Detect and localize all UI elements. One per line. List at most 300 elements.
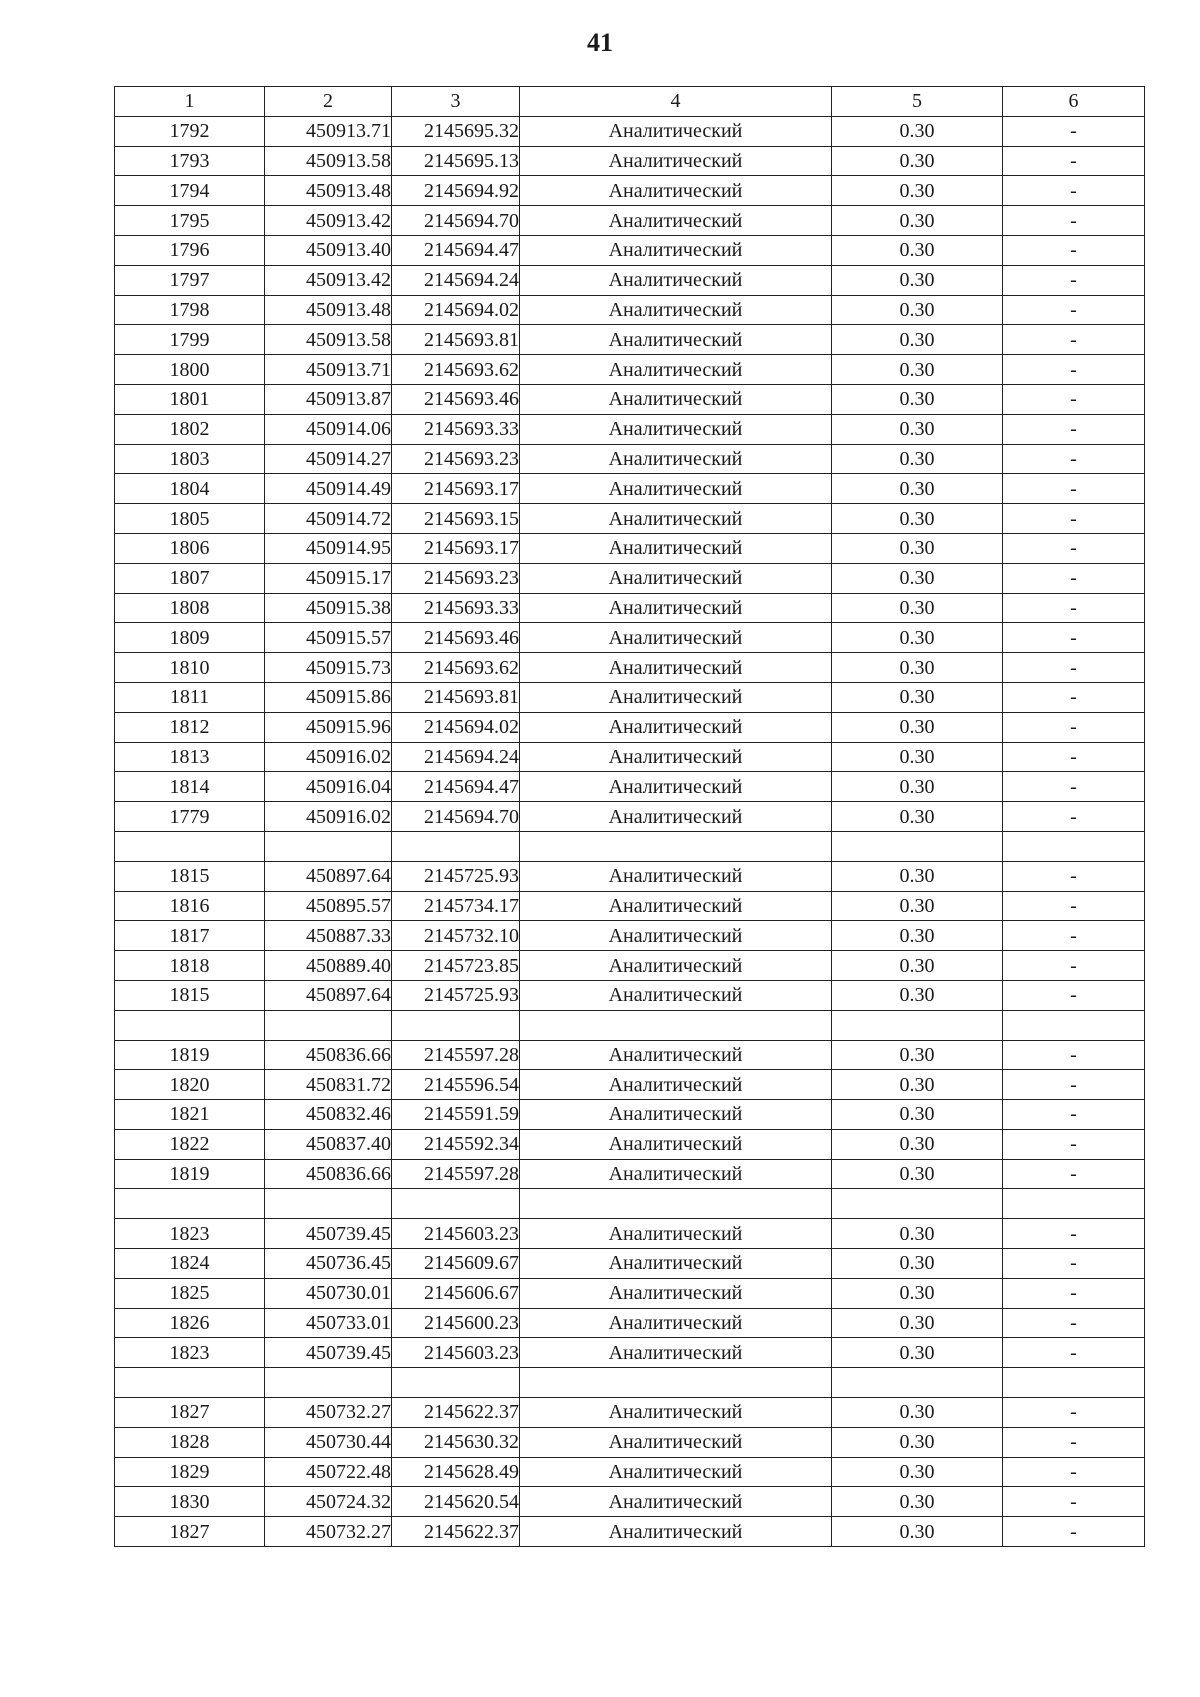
- x-coordinate-cell: 450889.40: [265, 951, 392, 981]
- note-cell: -: [1003, 623, 1145, 653]
- note-cell: -: [1003, 891, 1145, 921]
- x-coordinate-cell: 450897.64: [265, 861, 392, 891]
- page-number: 41: [587, 28, 613, 57]
- method-cell: Аналитический: [520, 1040, 832, 1070]
- table-row: [115, 176, 1145, 206]
- method-cell: Аналитический: [520, 504, 832, 534]
- x-coordinate-cell: 450913.87: [265, 384, 392, 414]
- x-coordinate-cell: 450914.27: [265, 444, 392, 474]
- y-coordinate-cell: 2145695.13: [392, 146, 520, 176]
- accuracy-cell: 0.30: [832, 295, 1003, 325]
- x-coordinate-cell: [265, 1368, 392, 1398]
- table-row: [115, 682, 1145, 712]
- table-spacer-row: [115, 831, 1145, 861]
- table-row: [115, 1308, 1145, 1338]
- accuracy-cell: 0.30: [832, 1338, 1003, 1368]
- note-cell: -: [1003, 504, 1145, 534]
- y-coordinate-cell: 2145693.62: [392, 355, 520, 385]
- table-row: [115, 1100, 1145, 1130]
- point-number-cell: 1815: [115, 980, 265, 1010]
- method-cell: [520, 831, 832, 861]
- note-cell: -: [1003, 206, 1145, 236]
- method-cell: Аналитический: [520, 1070, 832, 1100]
- x-coordinate-cell: 450887.33: [265, 921, 392, 951]
- accuracy-cell: 0.30: [832, 474, 1003, 504]
- point-number-cell: 1827: [115, 1398, 265, 1428]
- table-row: [115, 1517, 1145, 1547]
- y-coordinate-cell: 2145693.23: [392, 563, 520, 593]
- note-cell: -: [1003, 444, 1145, 474]
- accuracy-cell: [832, 1010, 1003, 1040]
- method-cell: Аналитический: [520, 653, 832, 683]
- point-number-cell: 1811: [115, 682, 265, 712]
- point-number-cell: 1797: [115, 265, 265, 295]
- y-coordinate-cell: 2145693.33: [392, 593, 520, 623]
- accuracy-cell: 0.30: [832, 206, 1003, 236]
- point-number-cell: [115, 1189, 265, 1219]
- note-cell: -: [1003, 533, 1145, 563]
- point-number-cell: 1809: [115, 623, 265, 653]
- method-cell: Аналитический: [520, 1278, 832, 1308]
- x-coordinate-cell: 450915.73: [265, 653, 392, 683]
- note-cell: -: [1003, 1398, 1145, 1428]
- point-number-cell: 1793: [115, 146, 265, 176]
- x-coordinate-cell: 450895.57: [265, 891, 392, 921]
- note-cell: -: [1003, 1517, 1145, 1547]
- point-number-cell: 1801: [115, 384, 265, 414]
- point-number-cell: 1792: [115, 116, 265, 146]
- x-coordinate-cell: 450730.01: [265, 1278, 392, 1308]
- table-row: [115, 414, 1145, 444]
- y-coordinate-cell: 2145622.37: [392, 1398, 520, 1428]
- table-row: [115, 325, 1145, 355]
- x-coordinate-cell: 450913.58: [265, 325, 392, 355]
- table-row: [115, 772, 1145, 802]
- accuracy-cell: 0.30: [832, 861, 1003, 891]
- method-cell: Аналитический: [520, 265, 832, 295]
- table-row: [115, 921, 1145, 951]
- point-number-cell: [115, 1368, 265, 1398]
- method-cell: Аналитический: [520, 146, 832, 176]
- point-number-cell: 1804: [115, 474, 265, 504]
- y-coordinate-cell: 2145693.33: [392, 414, 520, 444]
- note-cell: -: [1003, 802, 1145, 832]
- y-coordinate-cell: 2145694.24: [392, 265, 520, 295]
- y-coordinate-cell: [392, 831, 520, 861]
- note-cell: -: [1003, 1219, 1145, 1249]
- note-cell: -: [1003, 1308, 1145, 1338]
- x-coordinate-cell: 450722.48: [265, 1457, 392, 1487]
- table-row: [115, 712, 1145, 742]
- table-row: [115, 951, 1145, 981]
- x-coordinate-cell: 450736.45: [265, 1249, 392, 1279]
- method-cell: Аналитический: [520, 623, 832, 653]
- x-coordinate-cell: 450915.38: [265, 593, 392, 623]
- point-number-cell: 1798: [115, 295, 265, 325]
- table-row: [115, 355, 1145, 385]
- accuracy-cell: 0.30: [832, 504, 1003, 534]
- note-cell: [1003, 831, 1145, 861]
- note-cell: -: [1003, 355, 1145, 385]
- y-coordinate-cell: 2145695.32: [392, 116, 520, 146]
- y-coordinate-cell: 2145725.93: [392, 980, 520, 1010]
- method-cell: Аналитический: [520, 593, 832, 623]
- point-number-cell: 1817: [115, 921, 265, 951]
- x-coordinate-cell: [265, 831, 392, 861]
- table-row: [115, 861, 1145, 891]
- table-row: [115, 1487, 1145, 1517]
- y-coordinate-cell: 2145693.46: [392, 623, 520, 653]
- x-coordinate-cell: 450914.72: [265, 504, 392, 534]
- method-cell: Аналитический: [520, 325, 832, 355]
- x-coordinate-cell: 450733.01: [265, 1308, 392, 1338]
- accuracy-cell: 0.30: [832, 1070, 1003, 1100]
- point-number-cell: 1814: [115, 772, 265, 802]
- y-coordinate-cell: 2145591.59: [392, 1100, 520, 1130]
- method-cell: Аналитический: [520, 1129, 832, 1159]
- accuracy-cell: [832, 831, 1003, 861]
- column-header-6: 6: [1003, 87, 1145, 117]
- method-cell: Аналитический: [520, 1159, 832, 1189]
- y-coordinate-cell: [392, 1368, 520, 1398]
- accuracy-cell: 0.30: [832, 1308, 1003, 1338]
- point-number-cell: 1822: [115, 1129, 265, 1159]
- accuracy-cell: 0.30: [832, 772, 1003, 802]
- x-coordinate-cell: 450915.57: [265, 623, 392, 653]
- method-cell: Аналитический: [520, 1219, 832, 1249]
- point-number-cell: 1799: [115, 325, 265, 355]
- note-cell: -: [1003, 265, 1145, 295]
- note-cell: -: [1003, 176, 1145, 206]
- y-coordinate-cell: 2145597.28: [392, 1040, 520, 1070]
- accuracy-cell: 0.30: [832, 802, 1003, 832]
- accuracy-cell: 0.30: [832, 1427, 1003, 1457]
- accuracy-cell: 0.30: [832, 265, 1003, 295]
- y-coordinate-cell: 2145732.10: [392, 921, 520, 951]
- x-coordinate-cell: 450915.86: [265, 682, 392, 712]
- method-cell: Аналитический: [520, 384, 832, 414]
- table-row: [115, 1427, 1145, 1457]
- method-cell: Аналитический: [520, 1398, 832, 1428]
- note-cell: -: [1003, 384, 1145, 414]
- method-cell: Аналитический: [520, 861, 832, 891]
- x-coordinate-cell: 450837.40: [265, 1129, 392, 1159]
- method-cell: Аналитический: [520, 1517, 832, 1547]
- method-cell: Аналитический: [520, 980, 832, 1010]
- method-cell: Аналитический: [520, 1487, 832, 1517]
- x-coordinate-cell: 450913.48: [265, 176, 392, 206]
- accuracy-cell: 0.30: [832, 444, 1003, 474]
- table-row: [115, 653, 1145, 683]
- point-number-cell: 1823: [115, 1219, 265, 1249]
- note-cell: -: [1003, 563, 1145, 593]
- x-coordinate-cell: 450913.42: [265, 265, 392, 295]
- y-coordinate-cell: 2145694.47: [392, 235, 520, 265]
- x-coordinate-cell: 450739.45: [265, 1338, 392, 1368]
- column-header-1: 1: [115, 87, 265, 117]
- accuracy-cell: 0.30: [832, 980, 1003, 1010]
- method-cell: Аналитический: [520, 206, 832, 236]
- method-cell: Аналитический: [520, 1308, 832, 1338]
- point-number-cell: 1795: [115, 206, 265, 236]
- point-number-cell: 1812: [115, 712, 265, 742]
- y-coordinate-cell: 2145597.28: [392, 1159, 520, 1189]
- point-number-cell: 1800: [115, 355, 265, 385]
- note-cell: [1003, 1368, 1145, 1398]
- x-coordinate-cell: 450916.04: [265, 772, 392, 802]
- note-cell: -: [1003, 1249, 1145, 1279]
- table-header-row: [115, 87, 1145, 117]
- accuracy-cell: 0.30: [832, 921, 1003, 951]
- note-cell: -: [1003, 861, 1145, 891]
- accuracy-cell: 0.30: [832, 355, 1003, 385]
- table-row: [115, 980, 1145, 1010]
- table-row: [115, 742, 1145, 772]
- note-cell: -: [1003, 951, 1145, 981]
- method-cell: Аналитический: [520, 444, 832, 474]
- x-coordinate-cell: 450732.27: [265, 1517, 392, 1547]
- note-cell: -: [1003, 474, 1145, 504]
- y-coordinate-cell: [392, 1010, 520, 1040]
- x-coordinate-cell: 450836.66: [265, 1040, 392, 1070]
- point-number-cell: 1813: [115, 742, 265, 772]
- x-coordinate-cell: 450914.49: [265, 474, 392, 504]
- column-header-2: 2: [265, 87, 392, 117]
- table-row: [115, 623, 1145, 653]
- method-cell: Аналитический: [520, 1100, 832, 1130]
- method-cell: Аналитический: [520, 116, 832, 146]
- y-coordinate-cell: 2145693.81: [392, 325, 520, 355]
- note-cell: -: [1003, 1040, 1145, 1070]
- y-coordinate-cell: 2145596.54: [392, 1070, 520, 1100]
- accuracy-cell: 0.30: [832, 593, 1003, 623]
- accuracy-cell: 0.30: [832, 384, 1003, 414]
- coordinates-table: [114, 86, 1145, 1547]
- method-cell: Аналитический: [520, 891, 832, 921]
- accuracy-cell: 0.30: [832, 1278, 1003, 1308]
- note-cell: -: [1003, 1159, 1145, 1189]
- point-number-cell: 1819: [115, 1159, 265, 1189]
- accuracy-cell: 0.30: [832, 1219, 1003, 1249]
- method-cell: [520, 1189, 832, 1219]
- point-number-cell: 1794: [115, 176, 265, 206]
- accuracy-cell: 0.30: [832, 653, 1003, 683]
- method-cell: Аналитический: [520, 295, 832, 325]
- x-coordinate-cell: [265, 1189, 392, 1219]
- accuracy-cell: 0.30: [832, 1517, 1003, 1547]
- table-row: [115, 295, 1145, 325]
- table-row: [115, 116, 1145, 146]
- note-cell: -: [1003, 1278, 1145, 1308]
- table-row: [115, 802, 1145, 832]
- note-cell: -: [1003, 116, 1145, 146]
- x-coordinate-cell: 450915.17: [265, 563, 392, 593]
- accuracy-cell: 0.30: [832, 176, 1003, 206]
- method-cell: Аналитический: [520, 712, 832, 742]
- method-cell: Аналитический: [520, 533, 832, 563]
- table-row: [115, 563, 1145, 593]
- note-cell: -: [1003, 146, 1145, 176]
- x-coordinate-cell: 450914.95: [265, 533, 392, 563]
- point-number-cell: 1825: [115, 1278, 265, 1308]
- y-coordinate-cell: 2145693.81: [392, 682, 520, 712]
- point-number-cell: 1819: [115, 1040, 265, 1070]
- accuracy-cell: 0.30: [832, 414, 1003, 444]
- point-number-cell: 1806: [115, 533, 265, 563]
- y-coordinate-cell: 2145693.17: [392, 533, 520, 563]
- table-row: [115, 384, 1145, 414]
- method-cell: Аналитический: [520, 1249, 832, 1279]
- x-coordinate-cell: 450913.48: [265, 295, 392, 325]
- note-cell: -: [1003, 1457, 1145, 1487]
- y-coordinate-cell: 2145694.02: [392, 712, 520, 742]
- accuracy-cell: [832, 1368, 1003, 1398]
- table-row: [115, 444, 1145, 474]
- accuracy-cell: 0.30: [832, 1398, 1003, 1428]
- y-coordinate-cell: 2145620.54: [392, 1487, 520, 1517]
- point-number-cell: 1779: [115, 802, 265, 832]
- accuracy-cell: 0.30: [832, 325, 1003, 355]
- note-cell: -: [1003, 921, 1145, 951]
- point-number-cell: 1805: [115, 504, 265, 534]
- point-number-cell: 1826: [115, 1308, 265, 1338]
- accuracy-cell: 0.30: [832, 1487, 1003, 1517]
- x-coordinate-cell: [265, 1010, 392, 1040]
- x-coordinate-cell: 450831.72: [265, 1070, 392, 1100]
- table-row: [115, 1278, 1145, 1308]
- x-coordinate-cell: 450913.58: [265, 146, 392, 176]
- method-cell: Аналитический: [520, 1338, 832, 1368]
- y-coordinate-cell: 2145592.34: [392, 1129, 520, 1159]
- x-coordinate-cell: 450913.71: [265, 355, 392, 385]
- accuracy-cell: 0.30: [832, 742, 1003, 772]
- column-header-4: 4: [520, 87, 832, 117]
- accuracy-cell: 0.30: [832, 951, 1003, 981]
- method-cell: Аналитический: [520, 921, 832, 951]
- point-number-cell: 1829: [115, 1457, 265, 1487]
- table-row: [115, 593, 1145, 623]
- x-coordinate-cell: 450897.64: [265, 980, 392, 1010]
- accuracy-cell: 0.30: [832, 563, 1003, 593]
- accuracy-cell: 0.30: [832, 712, 1003, 742]
- accuracy-cell: 0.30: [832, 1249, 1003, 1279]
- note-cell: -: [1003, 772, 1145, 802]
- note-cell: [1003, 1010, 1145, 1040]
- y-coordinate-cell: 2145628.49: [392, 1457, 520, 1487]
- point-number-cell: 1807: [115, 563, 265, 593]
- y-coordinate-cell: 2145694.70: [392, 802, 520, 832]
- y-coordinate-cell: 2145693.17: [392, 474, 520, 504]
- y-coordinate-cell: 2145694.92: [392, 176, 520, 206]
- y-coordinate-cell: 2145694.70: [392, 206, 520, 236]
- point-number-cell: 1802: [115, 414, 265, 444]
- accuracy-cell: 0.30: [832, 1100, 1003, 1130]
- accuracy-cell: [832, 1189, 1003, 1219]
- table-spacer-row: [115, 1010, 1145, 1040]
- table-row: [115, 1040, 1145, 1070]
- method-cell: Аналитический: [520, 355, 832, 385]
- y-coordinate-cell: 2145725.93: [392, 861, 520, 891]
- method-cell: Аналитический: [520, 414, 832, 444]
- method-cell: Аналитический: [520, 951, 832, 981]
- note-cell: -: [1003, 295, 1145, 325]
- x-coordinate-cell: 450724.32: [265, 1487, 392, 1517]
- accuracy-cell: 0.30: [832, 235, 1003, 265]
- method-cell: Аналитический: [520, 1427, 832, 1457]
- method-cell: Аналитический: [520, 474, 832, 504]
- y-coordinate-cell: 2145694.24: [392, 742, 520, 772]
- table-spacer-row: [115, 1368, 1145, 1398]
- point-number-cell: 1821: [115, 1100, 265, 1130]
- note-cell: -: [1003, 325, 1145, 355]
- point-number-cell: 1820: [115, 1070, 265, 1100]
- x-coordinate-cell: 450915.96: [265, 712, 392, 742]
- method-cell: Аналитический: [520, 742, 832, 772]
- accuracy-cell: 0.30: [832, 1129, 1003, 1159]
- y-coordinate-cell: 2145606.67: [392, 1278, 520, 1308]
- note-cell: -: [1003, 980, 1145, 1010]
- note-cell: -: [1003, 235, 1145, 265]
- y-coordinate-cell: 2145694.02: [392, 295, 520, 325]
- y-coordinate-cell: [392, 1189, 520, 1219]
- x-coordinate-cell: 450836.66: [265, 1159, 392, 1189]
- x-coordinate-cell: 450913.42: [265, 206, 392, 236]
- y-coordinate-cell: 2145693.46: [392, 384, 520, 414]
- note-cell: -: [1003, 712, 1145, 742]
- y-coordinate-cell: 2145600.23: [392, 1308, 520, 1338]
- point-number-cell: 1803: [115, 444, 265, 474]
- accuracy-cell: 0.30: [832, 682, 1003, 712]
- point-number-cell: 1828: [115, 1427, 265, 1457]
- table-row: [115, 504, 1145, 534]
- method-cell: [520, 1010, 832, 1040]
- y-coordinate-cell: 2145723.85: [392, 951, 520, 981]
- table-row: [115, 1159, 1145, 1189]
- column-header-3: 3: [392, 87, 520, 117]
- note-cell: -: [1003, 1129, 1145, 1159]
- note-cell: -: [1003, 653, 1145, 683]
- accuracy-cell: 0.30: [832, 1040, 1003, 1070]
- y-coordinate-cell: 2145609.67: [392, 1249, 520, 1279]
- table-row: [115, 1457, 1145, 1487]
- point-number-cell: 1823: [115, 1338, 265, 1368]
- x-coordinate-cell: 450913.40: [265, 235, 392, 265]
- y-coordinate-cell: 2145693.23: [392, 444, 520, 474]
- table-row: [115, 474, 1145, 504]
- method-cell: Аналитический: [520, 235, 832, 265]
- table-row: [115, 533, 1145, 563]
- point-number-cell: 1808: [115, 593, 265, 623]
- method-cell: [520, 1368, 832, 1398]
- method-cell: Аналитический: [520, 563, 832, 593]
- accuracy-cell: 0.30: [832, 891, 1003, 921]
- note-cell: -: [1003, 1338, 1145, 1368]
- table-row: [115, 235, 1145, 265]
- y-coordinate-cell: 2145603.23: [392, 1338, 520, 1368]
- y-coordinate-cell: 2145693.15: [392, 504, 520, 534]
- method-cell: Аналитический: [520, 772, 832, 802]
- note-cell: -: [1003, 414, 1145, 444]
- note-cell: -: [1003, 1427, 1145, 1457]
- table-row: [115, 1249, 1145, 1279]
- y-coordinate-cell: 2145693.62: [392, 653, 520, 683]
- method-cell: Аналитический: [520, 682, 832, 712]
- point-number-cell: 1815: [115, 861, 265, 891]
- method-cell: Аналитический: [520, 802, 832, 832]
- table-row: [115, 1398, 1145, 1428]
- point-number-cell: [115, 1010, 265, 1040]
- x-coordinate-cell: 450730.44: [265, 1427, 392, 1457]
